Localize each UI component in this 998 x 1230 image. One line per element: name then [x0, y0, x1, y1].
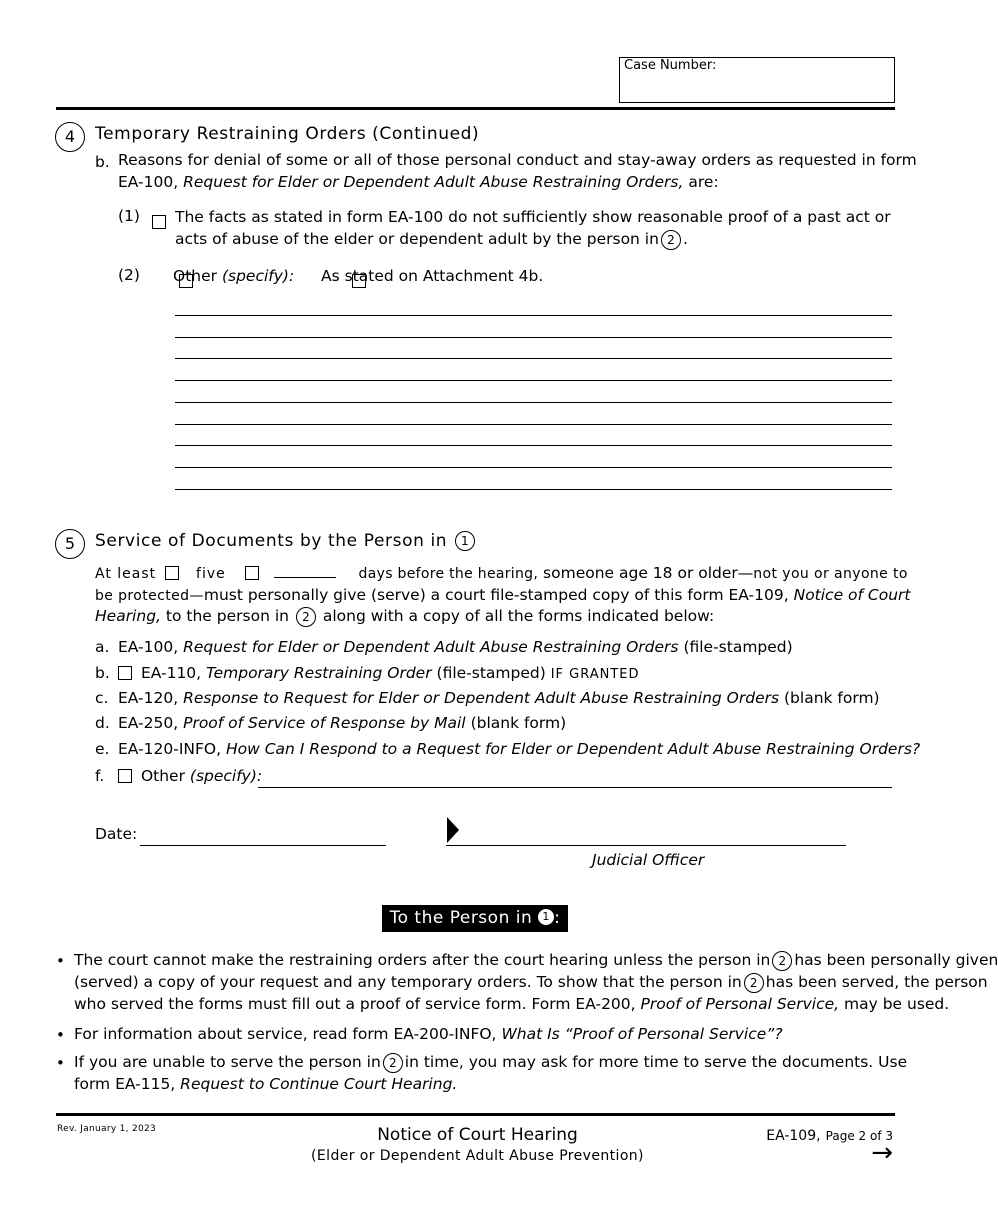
item-1-line-1: The facts as stated in form EA-100 do not sufficiently show reasonable proof of a past act or: [175, 208, 891, 226]
judicial-officer-label: [592, 849, 704, 871]
list-item-f: [95, 765, 262, 787]
item-code: EA-250,: [118, 714, 179, 732]
text: in time, you may ask for more time to serve the documents. Use: [404, 1053, 908, 1071]
date-label: Date:: [95, 825, 138, 843]
write-line[interactable]: [175, 445, 892, 446]
form-code: EA-109,: [766, 1128, 821, 1144]
along-text: along with a copy of all the forms indicated below:: [322, 607, 715, 625]
five-label: five: [196, 566, 226, 582]
item-1-line-2-text: acts of abuse of the elder or dependent adult by the person in: [175, 230, 659, 248]
text: form EA-115,: [74, 1075, 176, 1093]
section-4b-text-2: [118, 171, 719, 193]
revision-date: Rev. January 1, 2023: [57, 1124, 157, 1134]
item-code: EA-120,: [118, 689, 179, 707]
item-label: b.: [95, 664, 110, 682]
header-rule: [56, 107, 895, 110]
item-label: d.: [95, 714, 110, 732]
section-4-title: Temporary Restraining Orders (Continued): [95, 124, 480, 144]
bullet-icon: •: [56, 1026, 65, 1044]
person-2-ref: 2: [296, 607, 316, 627]
item-1-label: (1): [118, 207, 140, 225]
item-note: (blank form): [784, 689, 880, 707]
item-1-line-2: [175, 228, 688, 250]
item-2-other: [173, 265, 294, 287]
be-protected-text: be protected—: [95, 588, 204, 604]
bullet-1-line-2: [74, 971, 988, 993]
write-line[interactable]: [175, 424, 892, 425]
case-number-box[interactable]: [619, 57, 895, 103]
not-you-text: not you or anyone to: [753, 566, 908, 582]
item-label: c.: [95, 689, 109, 707]
item-title: Response to Request for Elder or Dependent Adult Abuse Restraining Orders: [183, 689, 780, 707]
text: who served the forms must fill out a proof of service form. Form EA-200,: [74, 995, 636, 1013]
person-2-ref: 2: [661, 230, 681, 250]
section-5-number: 5: [55, 529, 85, 559]
text: For information about service, read form EA-200-INFO,: [74, 1025, 497, 1043]
section-4b-label: b.: [95, 153, 110, 171]
form-title: Request for Elder or Dependent Adult Abuse Restraining Orders,: [183, 173, 684, 191]
specify-label: (specify):: [221, 267, 295, 285]
item-code: EA-100,: [118, 638, 179, 656]
bullet-1-line-3: [74, 993, 949, 1015]
list-item-e: [95, 738, 920, 760]
service-line-2: [95, 584, 911, 607]
write-line[interactable]: [175, 337, 892, 338]
someone-text: someone age 18 or older—: [543, 564, 754, 582]
item-label: f.: [95, 767, 105, 785]
footer-title: Notice of Court Hearing: [377, 1125, 578, 1145]
write-line[interactable]: [175, 402, 892, 403]
person-1-ref: 1: [455, 531, 475, 551]
item-title: How Can I Respond to a Request for Elder or Dependent Adult Abuse Restraining Orders?: [225, 740, 921, 758]
bullet-3-line-2: [74, 1073, 457, 1095]
list-item-d: [95, 712, 566, 734]
signature-arrow-icon: [447, 817, 459, 843]
if-granted: IF GRANTED: [550, 667, 640, 682]
item-title: Temporary Restraining Order: [206, 664, 432, 682]
signature-line[interactable]: [446, 845, 846, 846]
bullet-1-line-1: [74, 949, 998, 971]
case-number-label: Case Number:: [624, 58, 717, 73]
section-4-number: 4: [55, 122, 85, 152]
item-label: e.: [95, 740, 110, 758]
section-5-title: [95, 531, 477, 551]
text: may be used.: [844, 995, 950, 1013]
to-person-banner: [382, 905, 568, 932]
period: .: [682, 230, 688, 248]
item-1-checkbox[interactable]: [152, 215, 166, 229]
text: The court cannot make the restraining orders after the court hearing unless the person in: [74, 951, 771, 969]
person-2-ref: 2: [383, 1053, 403, 1073]
footer-rule: [56, 1113, 895, 1116]
item-2-attachment: As stated on Attachment 4b.: [321, 267, 544, 285]
person-2-ref: 2: [744, 973, 764, 993]
item-code: EA-120-INFO,: [118, 740, 222, 758]
bullet-3-line-1: [74, 1051, 907, 1073]
item-note: (file-stamped): [436, 664, 546, 682]
item-b-checkbox[interactable]: [118, 666, 132, 680]
specify-label: (specify):: [189, 767, 263, 785]
section-4b-text-1: Reasons for denial of some or all of those personal conduct and stay-away orders as requested in form: [118, 151, 917, 169]
form-title: What Is “Proof of Personal Service”?: [501, 1025, 783, 1043]
at-least-label: At least: [95, 566, 157, 582]
at-least-checkbox[interactable]: [165, 566, 179, 580]
item-note: (file-stamped): [683, 638, 793, 656]
item-f-checkbox[interactable]: [118, 769, 132, 783]
section-5-title-text: Service of Documents by the Person in: [95, 531, 448, 551]
bullet-2: [74, 1023, 783, 1045]
text: If you are unable to serve the person in: [74, 1053, 381, 1071]
item-label: a.: [95, 638, 110, 656]
other-label: Other: [140, 767, 185, 785]
list-item-b: [95, 662, 640, 686]
write-line[interactable]: [175, 358, 892, 359]
item-title: Request for Elder or Dependent Adult Abuse Restraining Orders: [183, 638, 679, 656]
text: has been personally given: [794, 951, 998, 969]
notice-title: Notice of Court: [793, 586, 911, 604]
form-code: EA-100,: [118, 173, 179, 191]
other-label: Other: [173, 267, 218, 285]
write-line[interactable]: [175, 467, 892, 468]
bullet-icon: •: [56, 1054, 65, 1072]
item-code: EA-110,: [140, 664, 202, 682]
days-text: days before the hearing,: [358, 566, 539, 582]
to-person-text: to the person in: [165, 607, 289, 625]
write-line[interactable]: [175, 315, 892, 316]
banner-text: To the Person in: [389, 908, 533, 928]
item-2-label: (2): [118, 266, 140, 284]
judicial-officer-text: Judicial Officer: [592, 851, 705, 869]
days-blank[interactable]: [274, 577, 336, 578]
text-end: are:: [688, 173, 719, 191]
person-1-ref: 1: [538, 909, 554, 925]
item-note: (blank form): [470, 714, 567, 732]
item-title: Proof of Service of Response by Mail: [183, 714, 466, 732]
serve-text: must personally give (serve) a court file-stamped copy of this form EA-109,: [203, 586, 789, 604]
text: (served) a copy of your request and any temporary orders. To show that the person in: [74, 973, 742, 991]
write-line[interactable]: [175, 380, 892, 381]
footer-subtitle: (Elder or Dependent Adult Abuse Prevention): [311, 1148, 644, 1164]
list-item-a: [95, 636, 793, 658]
bullet-icon: •: [56, 952, 65, 970]
form-title: Proof of Personal Service,: [640, 995, 840, 1013]
service-line-1: [95, 562, 908, 585]
other-specify-line[interactable]: [258, 787, 892, 788]
form-title: Request to Continue Court Hearing.: [180, 1075, 458, 1093]
list-item-c: [95, 687, 880, 709]
next-page-arrow-icon[interactable]: →: [871, 1138, 893, 1168]
five-checkbox[interactable]: [245, 566, 259, 580]
text: has been served, the person: [765, 973, 988, 991]
write-line[interactable]: [175, 489, 892, 490]
service-line-3: [95, 605, 714, 627]
person-2-ref: 2: [772, 951, 792, 971]
banner-colon: :: [554, 908, 561, 928]
page-number: Page 2 of 3: [825, 1129, 893, 1143]
hearing-title: Hearing,: [95, 607, 161, 625]
date-line[interactable]: [140, 845, 386, 846]
